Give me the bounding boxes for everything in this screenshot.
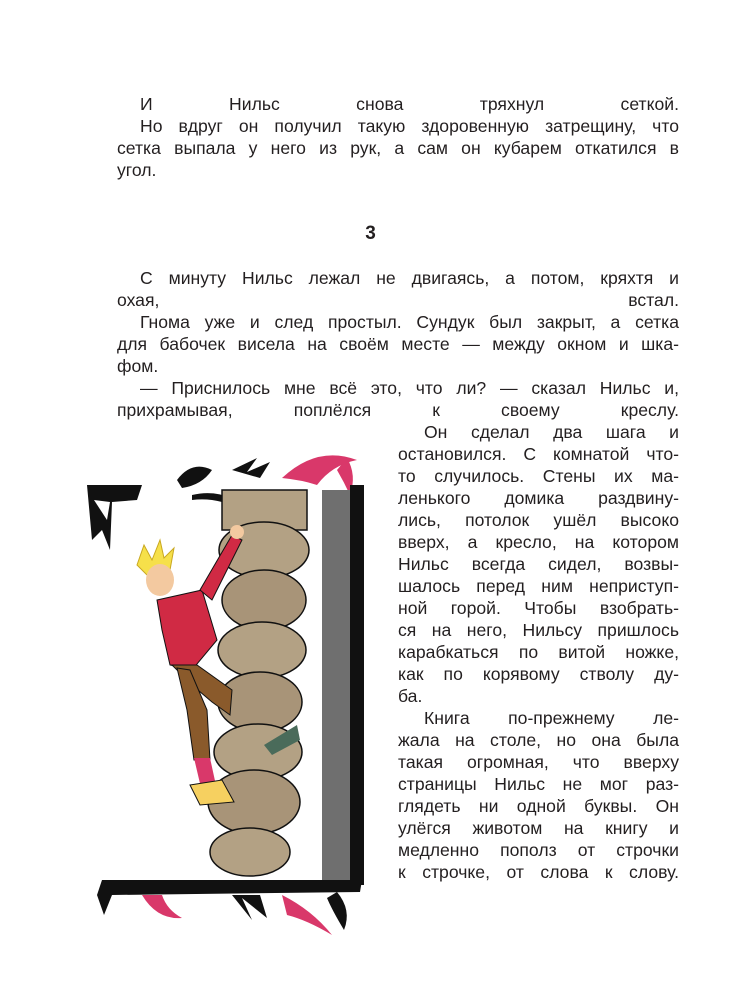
text-line: И Нильс снова тряхнул сеткой. [140, 94, 679, 114]
text-line: для бабочек висела на своём месте — между окном и шка- [117, 334, 679, 354]
column-line: ной горой. Чтобы взобрать- [398, 598, 679, 618]
twisted-chair-leg [208, 490, 309, 876]
column-line: ся на него, Нильсу пришлось [398, 620, 679, 640]
right-frame-bar [350, 485, 364, 885]
column-line: жала на столе, но она была [398, 730, 679, 750]
column-line: Книга по-прежнему ле- [424, 708, 679, 728]
column-line: лись, потолок ушёл высоко [398, 510, 679, 530]
text-line: Гнома уже и след простыл. Сундук был закрыт, а сетка [140, 312, 679, 332]
nils-climbing-chair-illustration [82, 440, 382, 940]
column-line: глядеть ни одной буквы. Он [398, 796, 679, 816]
text-line: Но вдруг он получил такую здоровенную затрещину, что [140, 116, 679, 136]
text-line: фом. [117, 356, 159, 376]
text-line: охая, встал. [117, 290, 679, 310]
text-line: С минуту Нильс лежал не двигаясь, а потом, кряхтя и [140, 268, 679, 288]
column-line: ленького домика раздвину- [398, 488, 679, 508]
text-line: прихрамывая, поплёлся к своему креслу. [117, 400, 679, 420]
column-line: Он сделал два шага и [424, 422, 679, 442]
column-line: вверх, а кресло, на котором [398, 532, 679, 552]
column-line: как по корявому стволу ду- [398, 664, 679, 684]
chapter-number: 3 [365, 223, 376, 244]
column-line: Нильс всегда сидел, возвы- [398, 554, 679, 574]
column-line: страницы Нильс не мог раз- [398, 774, 679, 794]
column-line: шалось перед ним неприступ- [398, 576, 679, 596]
text-line: угол. [117, 160, 157, 180]
column-line: такая огромная, что вверху [398, 752, 679, 772]
text-line: — Приснилось мне всё это, что ли? — сказал Нильс и, [140, 378, 679, 398]
column-line: карабкаться по витой ножке, [398, 642, 679, 662]
text-line: сетка выпала у него из рук, а сам он кубарем откатился в [117, 138, 679, 158]
column-line: то случилось. Стены их ма- [398, 466, 679, 486]
column-line: медленно пополз от строчки [398, 840, 679, 860]
left-frame [87, 485, 142, 550]
bottom-flourish [97, 880, 362, 935]
column-line: к строчке, от слова к слову. [398, 862, 679, 882]
column-line: остановился. С комнатой что- [398, 444, 679, 464]
column-line: ба. [398, 686, 423, 706]
column-line: улёгся животом на книгу и [398, 818, 679, 838]
